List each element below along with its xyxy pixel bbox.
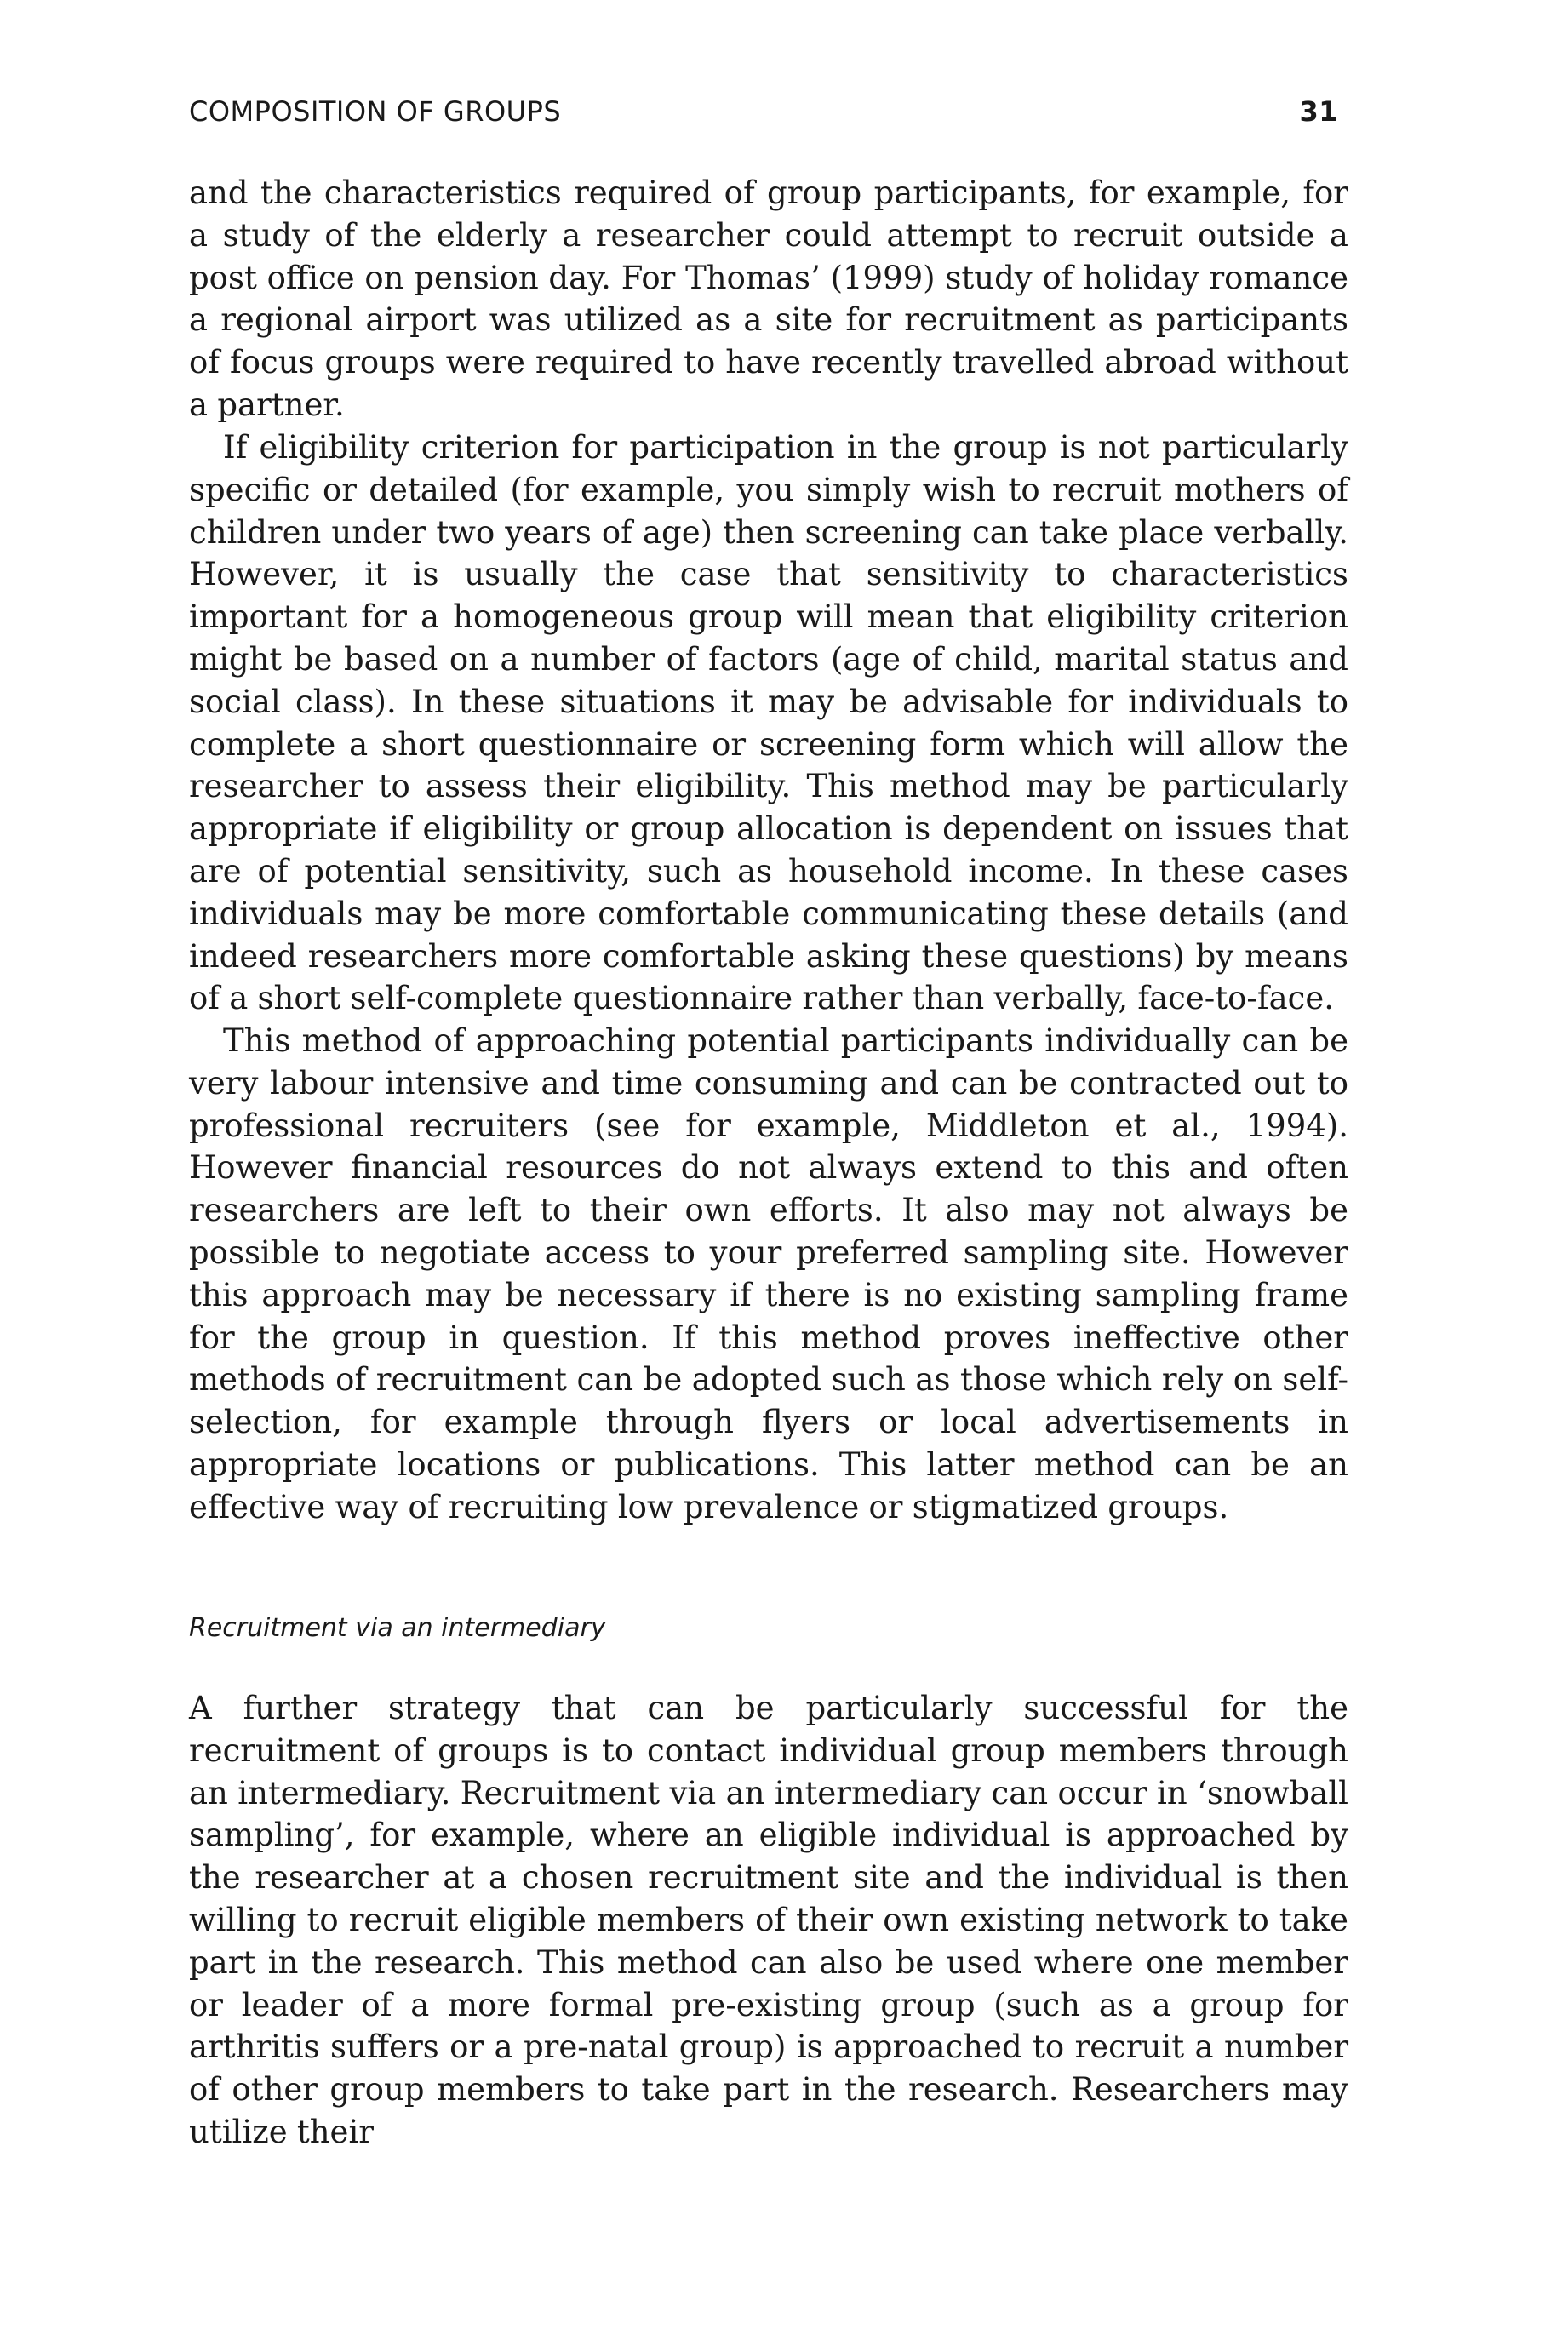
page-number: 31 [1299, 95, 1338, 128]
running-title: COMPOSITION OF GROUPS [189, 95, 562, 128]
paragraph-eligibility [189, 426, 1348, 1020]
running-header [189, 95, 1348, 133]
paragraph-text: This method of approaching potential participants individually can be very labour intensive and time consuming and can be contracted out to professional recruiters (see for example, Middleton et al., 1994). However financial resources do not always extend to this and often researchers are left to their own efforts. It also may not always be possible to negotiate access to your preferred sampling site. However this approach may be necessary if there is no existing sampling frame for the group in question. If this method proves ineffective other methods of recruitment can be adopted such as those which rely on self-selection, for example through flyers or local advertisements in appropriate locations or publications. This latter method can be an effective way of recruiting low prevalence or stigmatized groups. [189, 1022, 1348, 1525]
book-page [189, 0, 1348, 2352]
paragraph-approach [189, 1020, 1348, 1529]
paragraph-text: and the characteristics required of group participants, for example, for a study of the elderly a researcher could attempt to recruit outside a post office on pension day. For Thomas’ (1999) study of holiday romance a regional airport was utilized as a site for recruitment as participants of focus groups were required to have recently travelled abroad without a partner. [189, 175, 1348, 423]
paragraph-continued [189, 172, 1348, 426]
paragraph-intermediary [189, 1687, 1348, 2154]
paragraph-text: A further strategy that can be particularly successful for the recruitment of groups is to contact individual group members through an intermediary. Recruitment via an intermediary can occur in ‘snowball sampling’, for example, where an eligible individual is approached by the researcher at a chosen recruitment site and the individual is then willing to recruit eligible members of their own existing network to take part in the research. This method can also be used where one member or leader of a more formal pre-existing group (such as a group for arthritis suffers or a pre-natal group) is approached to recruit a number of other group members to take part in the research. Researchers may utilize their [189, 1690, 1348, 2150]
section-heading: Recruitment via an intermediary [189, 1613, 606, 1643]
paragraph-text: If eligibility criterion for participation in the group is not particularly specific or detailed (for example, you simply wish to recruit mothers of children under two years of age) then screening can take place verbally. However, it is usually the case that sensitivity to characteristics important for a homogeneous group will mean that eligibility criterion might be based on a number of factors (age of child, marital status and social class). In these situations it may be advisable for individuals to complete a short questionnaire or screening form which will allow the researcher to assess their eligibility. This method may be particularly appropriate if eligibility or group allocation is dependent on issues that are of potential sensitivity, such as household income. In these cases individuals may be more comfortable communicating these details (and indeed researchers more comfortable asking these questions) by means of a short self-complete questionnaire rather than verbally, face-to-face. [189, 429, 1348, 1017]
